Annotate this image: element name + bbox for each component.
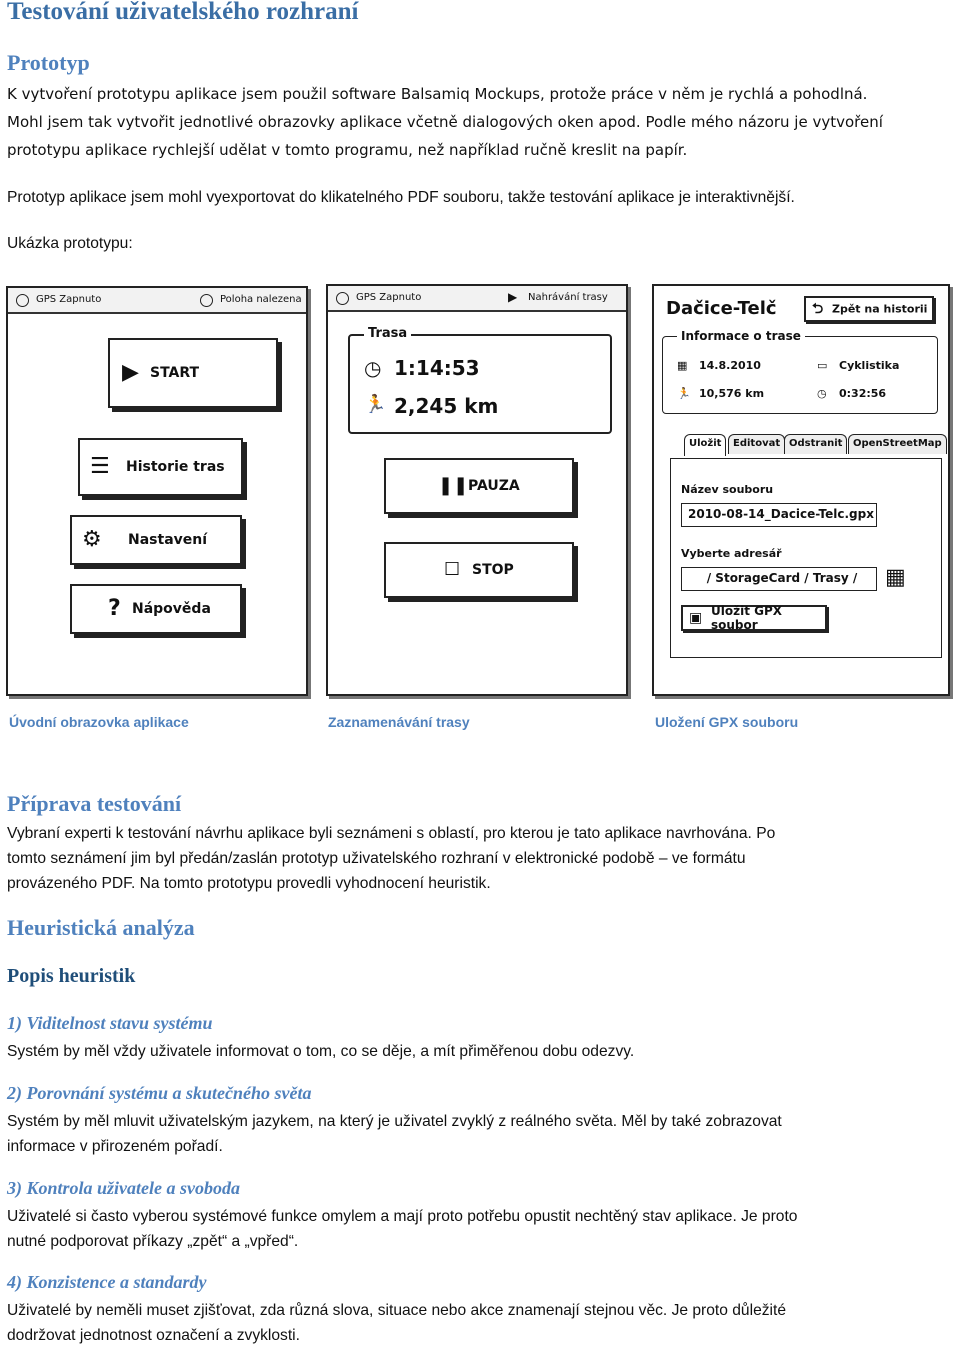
status-bar xyxy=(8,288,306,314)
clock-icon: ◷ xyxy=(364,356,382,380)
folder-icon: ▭ xyxy=(817,359,828,372)
paragraph: Prototyp aplikace jsem mohl vyexportovat do klikatelného PDF souboru, takže testování aplikace je interaktivnější. xyxy=(7,189,795,206)
gear-icon: ⚙ xyxy=(82,527,102,552)
paragraph-line: tomto seznámení jim byl předán/zaslán prototyp uživatelského rozhraní v elektronické podobě – ve formátu xyxy=(7,850,746,867)
start-button[interactable]: ▶ START xyxy=(108,338,278,408)
smile-icon xyxy=(200,294,213,307)
save-tab-panel xyxy=(670,458,942,658)
caption-save: Uložení GPX souboru xyxy=(655,714,799,730)
heuristic-text: informace v přirozeném pořadí. xyxy=(7,1138,223,1155)
status-gps: GPS Zapnuto xyxy=(356,292,422,303)
play-icon: ▶ xyxy=(508,290,518,304)
mockup-save-gpx-screen xyxy=(652,284,950,696)
filename-input[interactable]: 2010-08-14_Dacice-Telc.gpx xyxy=(681,503,877,527)
pause-button[interactable]: ❚❚ PAUZA xyxy=(384,458,574,514)
tab-openstreetmap[interactable]: OpenStreetMap xyxy=(848,434,947,454)
folder-label: Vyberte adresář xyxy=(681,547,782,560)
status-position: Poloha nalezena xyxy=(220,294,302,305)
runner-icon: 🏃 xyxy=(677,387,691,400)
play-icon: ▶ xyxy=(122,360,139,385)
keypad-icon[interactable]: ▦ xyxy=(885,565,906,590)
paragraph-line: Vybraní experti k testování návrhu aplikace byli seznámeni s oblastí, pro kterou je tato aplikace navrhována. Po xyxy=(7,825,776,842)
folder-input[interactable]: / StorageCard / Trasy / xyxy=(681,567,877,591)
paragraph-line: K vytvoření prototypu aplikace jsem použil software Balsamiq Mockups, protože práce v něm je rychlá a pohodlná. xyxy=(7,85,868,103)
heuristic-text: Uživatelé by neměli muset zjišťovat, zda různá slova, situace nebo akce znamenají stejnou věc. Je proto důležité xyxy=(7,1302,787,1319)
heuristic-text: dodržovat jednotnost označení a zvyklosti. xyxy=(7,1327,300,1344)
paragraph-line: Mohl jsem tak vytvořit jednotlivé obrazovky aplikace včetně dialogových oken apod. Podle mého názoru je vytvoření xyxy=(7,113,883,131)
info-label: Informace o trase xyxy=(677,329,805,343)
back-to-history-button[interactable]: ⮌ Zpět na historii xyxy=(804,296,934,322)
save-icon: ▣ xyxy=(689,610,703,626)
heuristic-title: 1) Viditelnost stavu systému xyxy=(7,1013,213,1033)
action-tabs xyxy=(684,434,944,458)
route-title: Dačice-Telč xyxy=(666,298,777,319)
status-bar xyxy=(328,286,626,312)
status-gps: GPS Zapnuto xyxy=(36,294,102,305)
help-button[interactable]: ? Nápověda xyxy=(70,584,242,634)
settings-button[interactable]: ⚙ Nastavení xyxy=(70,515,242,565)
stop-button[interactable]: ☐ STOP xyxy=(384,542,574,598)
paragraph-line: prototypu aplikace rychlejší udělat v tomto programu, než například ručně kreslit na papír. xyxy=(7,141,688,159)
mockup-recording-screen xyxy=(326,284,628,696)
distance-value: 2,245 km xyxy=(394,394,499,418)
page-title: Testování uživatelského rozhraní xyxy=(7,0,359,25)
heuristic-title: 2) Porovnání systému a skutečného světa xyxy=(7,1083,312,1103)
heuristic-text: Systém by měl mluvit uživatelským jazykem, na který je uživatel zvyklý z reálného světa. Měl by také zobrazovat xyxy=(7,1113,782,1130)
route-date: 14.8.2010 xyxy=(699,359,761,372)
heuristic-text: nutné podporovat příkazy „zpět“ a „vpřed“. xyxy=(7,1233,299,1250)
heuristic-title: 4) Konzistence a standardy xyxy=(7,1272,207,1292)
pause-icon: ❚❚ xyxy=(438,475,469,496)
trasa-panel xyxy=(348,326,612,434)
clock-icon: ◷ xyxy=(817,387,827,400)
caption-recording: Zaznamenávání trasy xyxy=(328,714,470,730)
trasa-label: Trasa xyxy=(364,326,411,341)
history-button[interactable]: ☰ Historie tras xyxy=(78,438,243,496)
list-icon: ☰ xyxy=(90,454,110,479)
route-category: Cyklistika xyxy=(839,359,900,372)
filename-label: Název souboru xyxy=(681,483,774,496)
heading-prototyp: Prototyp xyxy=(7,50,90,75)
subheading-popis: Popis heuristik xyxy=(7,965,136,987)
paragraph-line: provázeného PDF. Na tomto prototypu provedli vyhodnocení heuristik. xyxy=(7,875,491,892)
heading-heuristicka: Heuristická analýza xyxy=(7,915,195,940)
heuristic-title: 3) Kontrola uživatele a svoboda xyxy=(7,1178,240,1198)
tab-delete[interactable]: Odstranit xyxy=(784,434,847,454)
save-gpx-button[interactable]: ▣ Uložit GPX soubor xyxy=(681,605,827,631)
heuristic-text: Systém by měl vždy uživatele informovat o tom, co se děje, a mít přiměřenou dobu odezvy. xyxy=(7,1043,635,1060)
gps-icon xyxy=(336,292,349,305)
heuristic-text: Uživatelé si často vyberou systémové funkce omylem a mají proto potřebu opustit nechtěný stav aplikace. Je proto xyxy=(7,1208,798,1225)
route-info-panel xyxy=(662,329,938,414)
route-distance: 10,576 km xyxy=(699,387,765,400)
back-arrow-icon: ⮌ xyxy=(812,301,824,317)
time-value: 1:14:53 xyxy=(394,356,480,380)
question-icon: ? xyxy=(108,596,121,621)
gps-icon xyxy=(16,294,29,307)
route-duration: 0:32:56 xyxy=(839,387,887,400)
sample-label: Ukázka prototypu: xyxy=(7,235,133,252)
heading-priprava: Příprava testování xyxy=(7,791,182,816)
tab-edit[interactable]: Editovat xyxy=(728,434,785,454)
stop-icon: ☐ xyxy=(444,559,461,580)
runner-icon: 🏃 xyxy=(364,394,387,415)
tab-save[interactable]: Uložit xyxy=(684,434,726,456)
caption-home: Úvodní obrazovka aplikace xyxy=(9,714,189,730)
status-recording: Nahrávání trasy xyxy=(528,292,608,303)
calendar-icon: ▦ xyxy=(677,359,688,372)
mockup-home-screen xyxy=(6,286,308,696)
